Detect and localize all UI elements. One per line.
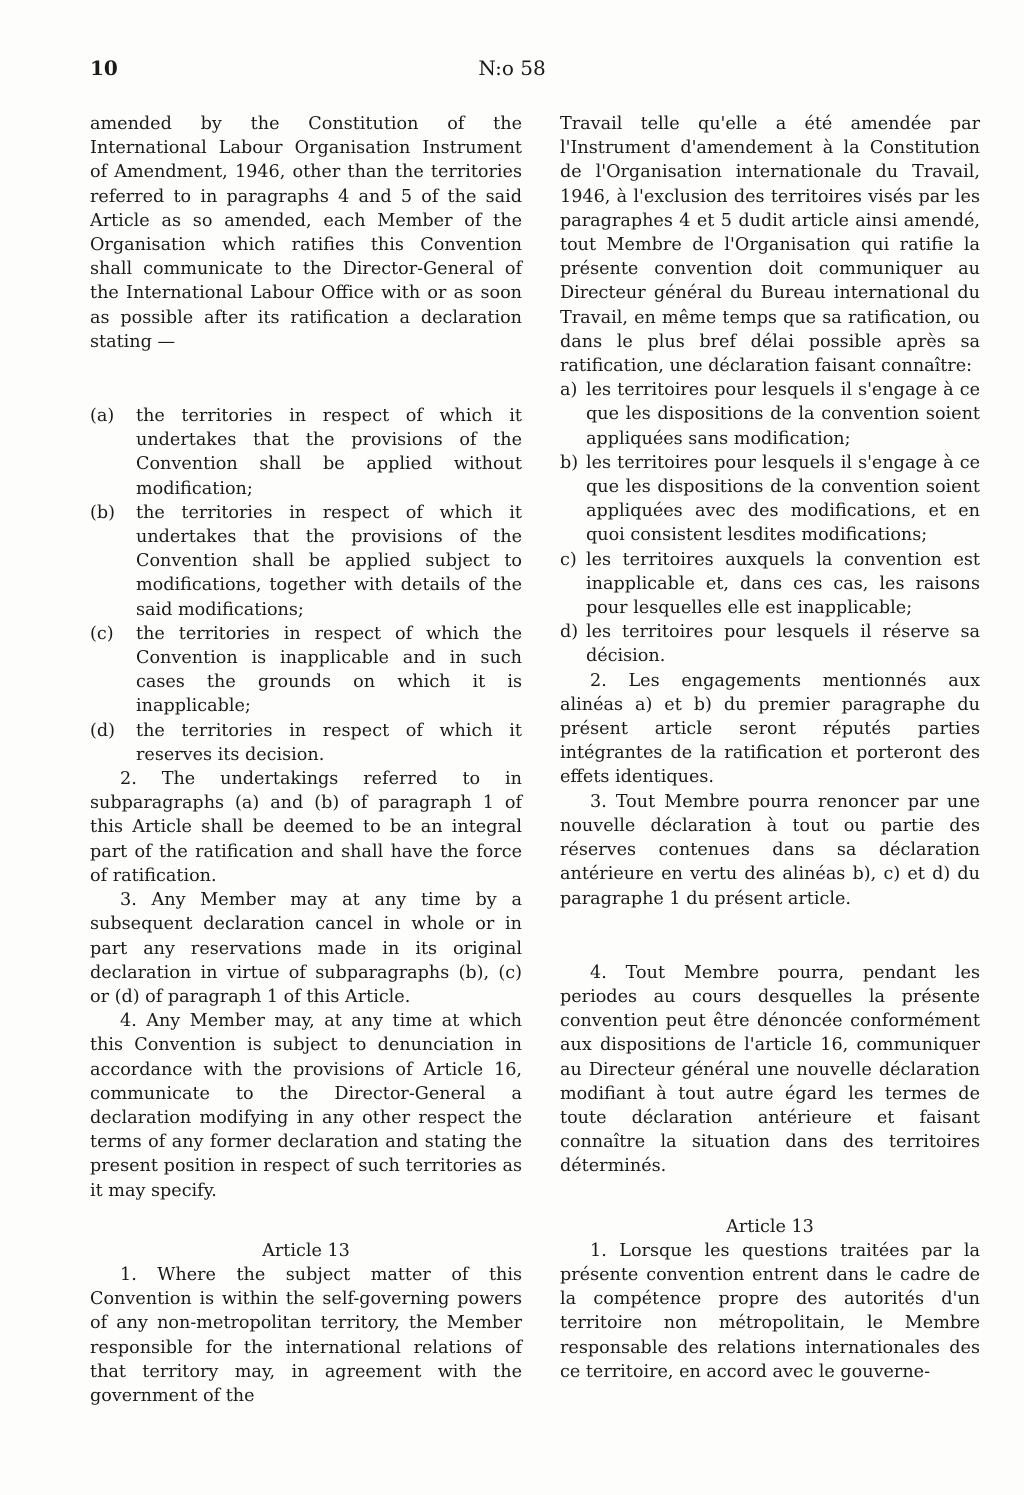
en-list-item-c: [90, 622, 522, 719]
en-item-text: the territories in respect of which the Convention is inapplicable and in such cases the grounds on which it is inapplicable;: [136, 623, 522, 717]
fr-item-text: les territoires pour lesquels il s'engage à ce que les dispositions de la convention soient appliquées avec des modifications, et en quoi consistent lesdites modifications;: [586, 452, 980, 546]
fr-list-item-d: [560, 620, 980, 668]
fr-intro-paragraph: Travail telle qu'elle a été amendée par l'Instrument d'amendement à la Constitution de l'Organisation internationale du Travail, 1946, à l'exclusion des territoires visés par les paragraphes 4 et 5 dudit article ainsi amendé, tout Membre de l'Organisation qui ratifie la présente convention doit communiquer au Directeur général du Bureau international du Travail, en même temps que sa ratification, ou dans le plus bref délai possible après sa ratification, une déclaration faisant connaître:: [560, 114, 980, 377]
fr-item-text: les territoires auxquels la convention est inapplicable et, dans ces cas, les raisons pour lesquelles elle est inapplicable;: [586, 549, 980, 619]
en-article-heading: Article 13: [262, 1240, 350, 1261]
english-column: [90, 112, 522, 1408]
fr-list-item-a: [560, 378, 980, 451]
en-item-text: the territories in respect of which it reserves its decision.: [136, 720, 522, 765]
en-item-label: (c): [90, 623, 114, 644]
fr-paragraph-2: 2. Les engagements mentionnés aux alinéas a) et b) du premier paragraphe du présent article seront réputés parties intégrantes de la ratification et porteront des effets identiques.: [560, 670, 980, 788]
fr-item-text: les territoires pour lesquels il réserve sa décision.: [586, 622, 980, 667]
fr-item-text: les territoires pour lesquels il s'engage à ce que les dispositions de la convention soient appliquées sans modification;: [586, 380, 980, 449]
en-paragraph-2: 2. The undertakings referred to in subparagraphs (a) and (b) of paragraph 1 of this Article shall be deemed to be an integral part of the ratification and shall have the force of ratification.: [90, 769, 522, 886]
fr-item-label: a): [560, 380, 578, 401]
fr-list-item-c: [560, 548, 980, 621]
en-list-item-a: [90, 404, 522, 501]
document-number: N:o 58: [478, 56, 546, 80]
en-list-item-d: [90, 719, 522, 767]
en-item-text: the territories in respect of which it undertakes that the provisions of the Convention shall be applied subject to modifications, together with details of the said modifications;: [136, 502, 522, 620]
fr-item-label: d): [560, 622, 579, 643]
fr-list-item-b: [560, 451, 980, 548]
en-list-item-b: [90, 501, 522, 622]
fr-item-label: b): [560, 452, 579, 473]
en-paragraph-3: 3. Any Member may at any time by a subsequent declaration cancel in whole or in part any reservations made in its original declaration in virtue of subparagraphs (b), (c) or (d) of paragraph 1 of this Article.: [90, 890, 522, 1007]
en-item-label: (d): [90, 720, 115, 741]
en-item-text: the territories in respect of which it undertakes that the provisions of the Convention shall be applied without modification;: [136, 406, 522, 499]
fr-paragraph-3: 3. Tout Membre pourra renoncer par une nouvelle déclaration à tout ou partie des réserves contenues dans sa déclaration antérieure en vertu des alinéas b), c) et d) du paragraphe 1 du présent article.: [560, 791, 980, 909]
en-intro-paragraph: amended by the Constitution of the International Labour Organisation Instrument of Amendment, 1946, other than the territories referred to in paragraphs 4 and 5 of the said Article as so amended, each Member of the Organisation which ratifies this Convention shall communicate to the Director-General of the International Labour Office with or as soon as possible after its ratification a declaration stating —: [90, 114, 522, 352]
fr-article-heading: Article 13: [726, 1216, 814, 1237]
en-paragraph-4: 4. Any Member may, at any time at which this Convention is subject to denunciation in accordance with the provisions of Article 16, communicate to the Director-General a declaration modifying in any other respect the terms of any former declaration and stating the present position in respect of such territories as it may specify.: [90, 1011, 522, 1201]
en-item-label: (a): [90, 406, 115, 427]
fr-article-13-paragraph-1: 1. Lorsque les questions traitées par la présente convention entrent dans le cadre de la compétence propre des autorités d'un territoire non métropolitain, le Membre responsable des relations internationales des ce territoire, en accord avec le gouverne-: [560, 1240, 980, 1382]
en-article-13-paragraph-1: 1. Where the subject matter of this Convention is within the self-governing powers of any non-metropolitan territory, the Member responsible for the international relations of that territory may, in agreement with the government of the: [90, 1264, 522, 1406]
fr-item-label: c): [560, 549, 577, 570]
page-header: [90, 56, 934, 86]
fr-paragraph-4: 4. Tout Membre pourra, pendant les periodes au cours desquelles la présente convention peut être dénoncée conformément aux dispositions de l'article 16, communiquer au Directeur général une nouvelle déclaration modifiant à tout autre égard les termes de toute déclaration antérieure et faisant connaître la situation dans des territoires déterminés.: [560, 962, 980, 1177]
en-item-label: (b): [90, 502, 115, 523]
page-number: 10: [90, 56, 118, 80]
french-column: [560, 112, 980, 1384]
